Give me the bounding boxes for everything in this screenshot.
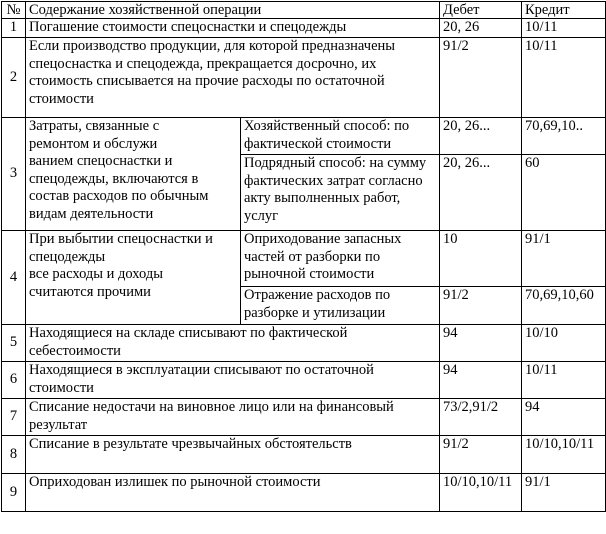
header-credit: Кредит — [522, 2, 606, 19]
sub-debit: 20, 26... — [440, 155, 522, 231]
row-number: 8 — [2, 436, 26, 474]
sub-content: Подрядный способ: на сумму фактических затрат согласно акту выполненных работ, услуг — [241, 155, 440, 231]
row-debit: 73/2,91/2 — [440, 399, 522, 436]
table-row — [2, 325, 606, 362]
row-number: 6 — [2, 362, 26, 399]
sub-credit: 70,69,10.. — [522, 118, 606, 155]
table-row — [2, 474, 606, 512]
row-credit: 10/10,10/11 — [522, 436, 606, 474]
sub-credit: 91/1 — [522, 231, 606, 287]
row-content: Если производство продукции, для которой предназначены спецоснастка и спецодежда, прекращается досрочно, их стоимость списывается на прочие расходы по остаточной стоимости — [26, 38, 440, 118]
row-number: 9 — [2, 474, 26, 512]
sub-content: Отражение расходов по разборке и утилизации — [241, 287, 440, 325]
table-row — [2, 399, 606, 436]
sub-debit: 10 — [440, 231, 522, 287]
table-row — [2, 19, 606, 38]
sub-debit: 91/2 — [440, 287, 522, 325]
row-number: 5 — [2, 325, 26, 362]
row-content: При выбытии спецоснастки и спецодежды все расходы и доходы считаются прочими — [26, 231, 241, 325]
row-number: 7 — [2, 399, 26, 436]
table-row — [2, 362, 606, 399]
operations-table — [1, 1, 606, 512]
row-debit: 20, 26 — [440, 19, 522, 38]
row-content: Оприходован излишек по рыночной стоимости — [26, 474, 440, 512]
row-content: Затраты, связанные с ремонтом и обслужи ванием спецоснастки и спецодежды, включаются в состав расходов по обычным видам деятельности — [26, 118, 241, 231]
sub-credit: 70,69,10,60 — [522, 287, 606, 325]
row-credit: 94 — [522, 399, 606, 436]
row-number: 1 — [2, 19, 26, 38]
row-content: Списание в результате чрезвычайных обстоятельств — [26, 436, 440, 474]
sub-debit: 20, 26... — [440, 118, 522, 155]
header-debit: Дебет — [440, 2, 522, 19]
row-content: Находящиеся в эксплуатации списывают по остаточной стоимости — [26, 362, 440, 399]
table-row — [2, 436, 606, 474]
row-debit: 10/10,10/11 — [440, 474, 522, 512]
row-credit: 10/11 — [522, 38, 606, 118]
row-number: 3 — [2, 118, 26, 231]
row-content: Находящиеся на складе списывают по фактической себестоимости — [26, 325, 440, 362]
table-row — [2, 118, 606, 155]
row-debit: 94 — [440, 325, 522, 362]
header-content: Содержание хозяйственной операции — [26, 2, 440, 19]
row-number: 2 — [2, 38, 26, 118]
row-debit: 94 — [440, 362, 522, 399]
table-row — [2, 231, 606, 287]
header-num: № — [2, 2, 26, 19]
row-credit: 10/11 — [522, 362, 606, 399]
row-credit: 10/10 — [522, 325, 606, 362]
row-debit: 91/2 — [440, 38, 522, 118]
sub-credit: 60 — [522, 155, 606, 231]
header-row — [2, 2, 606, 19]
row-credit: 10/11 — [522, 19, 606, 38]
row-content: Погашение стоимости спецоснастки и спецодежды — [26, 19, 440, 38]
sub-content: Оприходование запасных частей от разборки по рыночной стоимости — [241, 231, 440, 287]
row-credit: 91/1 — [522, 474, 606, 512]
row-number: 4 — [2, 231, 26, 325]
sub-content: Хозяйственный способ: по фактической стоимости — [241, 118, 440, 155]
row-debit: 91/2 — [440, 436, 522, 474]
table-row — [2, 38, 606, 118]
row-content: Списание недостачи на виновное лицо или на финансовый результат — [26, 399, 440, 436]
